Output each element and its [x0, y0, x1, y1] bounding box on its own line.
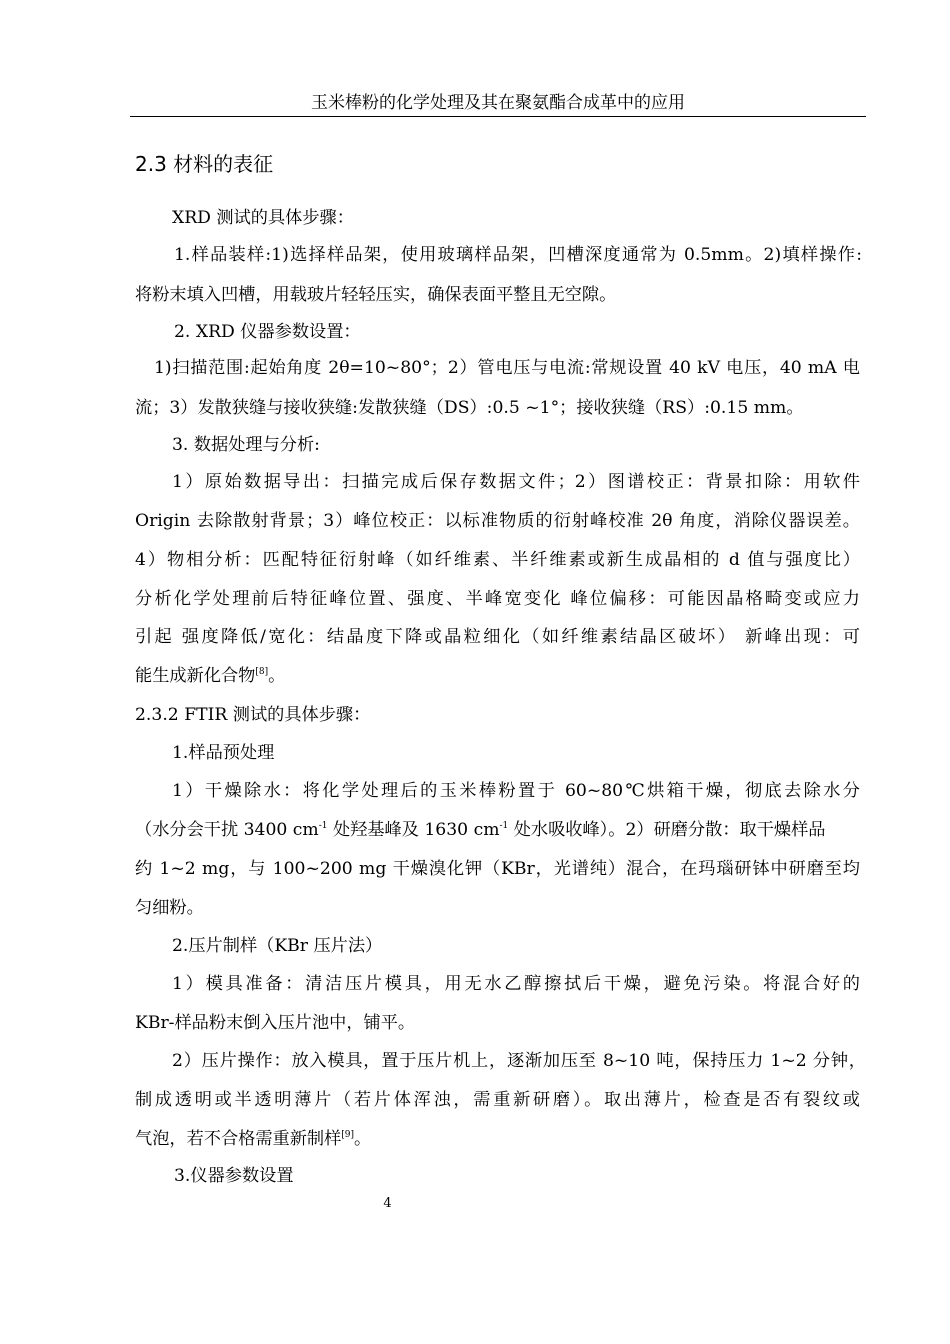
text-run: （水分会干扰 3400 cm [135, 820, 319, 840]
paragraph-line: 将粉末填入凹槽，用载玻片轻轻压实，确保表面平整且无空隙。 [135, 285, 617, 305]
xrd-title: XRD 测试的具体步骤： [172, 208, 354, 228]
ftir-step-2-title: 2.压片制样（KBr 压片法） [172, 936, 383, 956]
paragraph-line: Origin 去除散射背景；3）峰位校正：以标准物质的衍射峰校准 2θ 角度，消除仪器误差。 [135, 511, 860, 531]
paragraph-line: 1）干燥除水：将化学处理后的玉米棒粉置于 60~80℃烘箱干燥，彻底去除水分 [172, 781, 860, 801]
paragraph-line: 1）模具准备：清洁压片模具，用无水乙醇擦拭后干燥，避免污染。将混合好的 [172, 974, 860, 994]
page-number: 4 [383, 1196, 392, 1211]
text-run: 处水吸收峰）。2）研磨分散：取干燥样品 [508, 820, 826, 840]
running-header: 玉米棒粉的化学处理及其在聚氨酯合成革中的应用 [130, 92, 866, 117]
text-run: 。 [354, 1129, 372, 1149]
citation-ref: [9] [341, 1130, 355, 1140]
ftir-step-3-title: 3.仪器参数设置 [174, 1166, 294, 1186]
paragraph-line: 流；3）发散狭缝与接收狭缝:发散狭缝（DS）:0.5 ~1°；接收狭缝（RS）:0.15 mm。 [135, 398, 804, 418]
paragraph-line [135, 1127, 371, 1151]
paragraph-line: 2）压片操作：放入模具，置于压片机上，逐渐加压至 8~10 吨，保持压力 1~2 分钟， [172, 1051, 866, 1071]
paragraph-line [135, 818, 825, 842]
text-run: 气泡，若不合格需重新制样 [135, 1129, 342, 1149]
section-heading: 2.3 材料的表征 [135, 152, 274, 176]
paragraph-line: 分析化学处理前后特征峰位置、强度、半峰宽变化 峰位偏移：可能因晶格畸变或应力 [135, 589, 860, 609]
paragraph-line: 约 1~2 mg，与 100~200 mg 干燥溴化钾（KBr，光谱纯）混合，在玛瑙研钵中研磨至均 [135, 859, 860, 879]
xrd-step-3-title: 3. 数据处理与分析: [172, 435, 320, 455]
paragraph-line: 1）原始数据导出：扫描完成后保存数据文件；2）图谱校正：背景扣除：用软件 [172, 472, 860, 492]
text-run: 处羟基峰及 1630 cm [327, 820, 500, 840]
paragraph-line: 制成透明或半透明薄片（若片体浑浊，需重新研磨）。取出薄片，检查是否有裂纹或 [135, 1090, 860, 1110]
paragraph-line: 匀细粉。 [135, 898, 204, 918]
paragraph-line: 4）物相分析：匹配特征衍射峰（如纤维素、半纤维素或新生成晶相的 d 值与强度比） [135, 550, 860, 570]
xrd-step-2-title: 2. XRD 仪器参数设置： [174, 322, 361, 342]
superscript: -1 [318, 821, 328, 831]
ftir-step-1-title: 1.样品预处理 [172, 743, 275, 763]
text-run: 能生成新化合物 [135, 666, 256, 686]
text-run: 。 [268, 666, 286, 686]
paragraph-line [135, 664, 285, 688]
paragraph-line: 1.样品装样:1)选择样品架，使用玻璃样品架，凹槽深度通常为 0.5mm。2)填样操作: [174, 245, 862, 265]
paragraph-line: 1)扫描范围:起始角度 2θ=10~80°；2）管电压与电流:常规设置 40 kV 电压，40 mA 电 [154, 358, 860, 378]
superscript: -1 [499, 821, 509, 831]
ftir-title: 2.3.2 FTIR 测试的具体步骤： [135, 705, 371, 725]
paragraph-line: 引起 强度降低/宽化：结晶度下降或晶粒细化（如纤维素结晶区破坏） 新峰出现：可 [135, 627, 860, 647]
paragraph-line: KBr-样品粉末倒入压片池中，铺平。 [135, 1013, 416, 1033]
citation-ref: [8] [255, 667, 269, 677]
